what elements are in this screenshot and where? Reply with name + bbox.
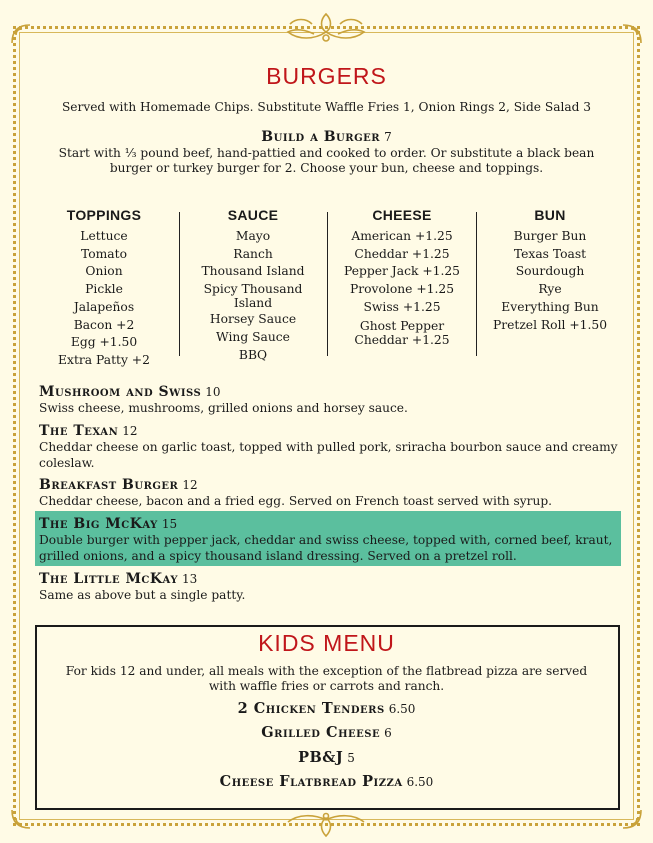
- column-item: Everything Bun: [501, 299, 599, 314]
- build-a-burger-desc: [30, 146, 623, 176]
- column-item: Texas Toast: [513, 246, 587, 261]
- burgers-title: BURGERS: [266, 63, 387, 89]
- column-header: CHEESE: [372, 207, 432, 223]
- column-item: Burger Bun: [513, 229, 587, 243]
- column-item: BBQ: [238, 347, 268, 362]
- column-item: Mayo: [235, 229, 271, 243]
- kids-item: [30, 773, 623, 791]
- item-price: 12: [122, 424, 138, 438]
- sauce-column: [193, 205, 313, 364]
- column-item: Wing Sauce: [216, 329, 290, 344]
- column-item: Pepper Jack +1.25: [344, 264, 460, 279]
- item-desc: Swiss cheese, mushrooms, grilled onions and horsey sauce.: [39, 401, 408, 415]
- column-item: Egg +1.50: [70, 335, 138, 350]
- item-desc: Cheddar cheese, bacon and a fried egg. Served on French toast served with syrup.: [39, 494, 552, 508]
- flourish-top-icon: [276, 10, 376, 44]
- kids-item-name: 2 Chicken Tenders: [237, 700, 385, 717]
- column-item: Provolone +1.25: [349, 282, 455, 297]
- menu-item: [39, 423, 624, 471]
- kids-desc-line: with waffle fries or carrots and ranch.: [208, 679, 445, 693]
- menu-item: [39, 384, 624, 417]
- column-item: Sourdough: [515, 264, 585, 279]
- column-item: Ranch: [233, 246, 273, 261]
- column-item: Jalapeños: [73, 299, 135, 314]
- column-item: Ghost Pepper Cheddar +1.25: [354, 318, 450, 347]
- column-divider: [327, 212, 328, 356]
- kids-item-name: Cheese Flatbread Pizza: [219, 773, 403, 790]
- item-name: The Little McKay: [39, 571, 178, 587]
- menu-item: [39, 571, 624, 604]
- kids-item-name: Grilled Cheese: [261, 724, 381, 741]
- kids-desc-line: For kids 12 and under, all meals with the exception of the flatbread pizza are served: [65, 664, 588, 678]
- column-item: Tomato: [81, 246, 127, 261]
- column-item: Horsey Sauce: [209, 312, 297, 327]
- item-desc: Cheddar cheese on garlic toast, topped with pulled pork, sriracha bourbon sauce and creamy coleslaw.: [39, 440, 618, 470]
- kids-item: [30, 700, 623, 718]
- kids-menu-desc: [30, 664, 623, 694]
- column-item: Bacon +2: [73, 317, 135, 332]
- column-item: Onion: [85, 264, 123, 279]
- column-item: Extra Patty +2: [58, 352, 150, 367]
- build-desc-line: burger or turkey burger for 2. Choose your bun, cheese and toppings.: [109, 161, 544, 175]
- item-name: The Texan: [39, 423, 119, 439]
- column-item: Swiss +1.25: [363, 299, 441, 314]
- item-price: 13: [181, 572, 198, 586]
- column-item: Thousand Island: [201, 264, 305, 279]
- build-a-burger-heading: [30, 129, 623, 146]
- burgers-subtitle: Served with Homemade Chips. Substitute Waffle Fries 1, Onion Rings 2, Side Salad 3: [61, 100, 592, 114]
- column-divider: [476, 212, 477, 356]
- kids-menu-title: KIDS MENU: [258, 630, 395, 656]
- item-name: Mushroom and Swiss: [39, 384, 202, 400]
- build-desc-line: Start with ⅓ pound beef, hand-pattied and cooked to order. Or substitute a black bean: [58, 146, 595, 160]
- corner-flourish-icon: [8, 806, 34, 832]
- column-item: Pickle: [85, 282, 123, 297]
- item-price: 10: [205, 385, 221, 399]
- kids-item-price: 6: [384, 726, 392, 740]
- column-item: Spicy Thousand Island: [203, 282, 303, 311]
- item-price: 12: [182, 478, 198, 492]
- column-item: American +1.25: [351, 229, 453, 243]
- menu-item: [39, 477, 624, 510]
- item-desc: Double burger with pepper jack, cheddar and swiss cheese, topped with, corned beef, kraut, grilled onions, and a spicy thousand island dressing. Served on a pretzel roll.: [39, 533, 613, 563]
- kids-item-price: 5: [347, 751, 355, 765]
- column-item: Pretzel Roll +1.50: [492, 317, 608, 332]
- column-divider: [179, 212, 180, 356]
- column-header: TOPPINGS: [66, 207, 142, 223]
- corner-flourish-icon: [8, 21, 34, 47]
- flourish-bottom-icon: [276, 812, 376, 840]
- menu-item-featured: [39, 516, 624, 564]
- kids-item-price: 6.50: [406, 775, 434, 789]
- corner-flourish-icon: [619, 806, 645, 832]
- kids-item-name: PB&J: [298, 749, 344, 766]
- column-header: SAUCE: [227, 207, 279, 223]
- build-a-burger-name: Build a Burger: [261, 129, 381, 145]
- item-price: 15: [161, 517, 178, 531]
- column-item: Rye: [538, 282, 562, 297]
- column-item: Lettuce: [80, 229, 128, 243]
- kids-item-price: 6.50: [388, 702, 416, 716]
- kids-item: [30, 749, 623, 767]
- item-name: Breakfast Burger: [39, 477, 179, 493]
- toppings-column: [50, 205, 158, 370]
- cheese-column: [340, 205, 464, 349]
- build-a-burger-price: 7: [384, 130, 392, 144]
- column-header: BUN: [534, 207, 566, 223]
- kids-item: [30, 724, 623, 742]
- corner-flourish-icon: [619, 21, 645, 47]
- column-item: Cheddar +1.25: [354, 246, 450, 261]
- bun-column: [488, 205, 612, 334]
- item-desc: Same as above but a single patty.: [39, 588, 246, 602]
- item-name: The Big McKay: [39, 516, 158, 532]
